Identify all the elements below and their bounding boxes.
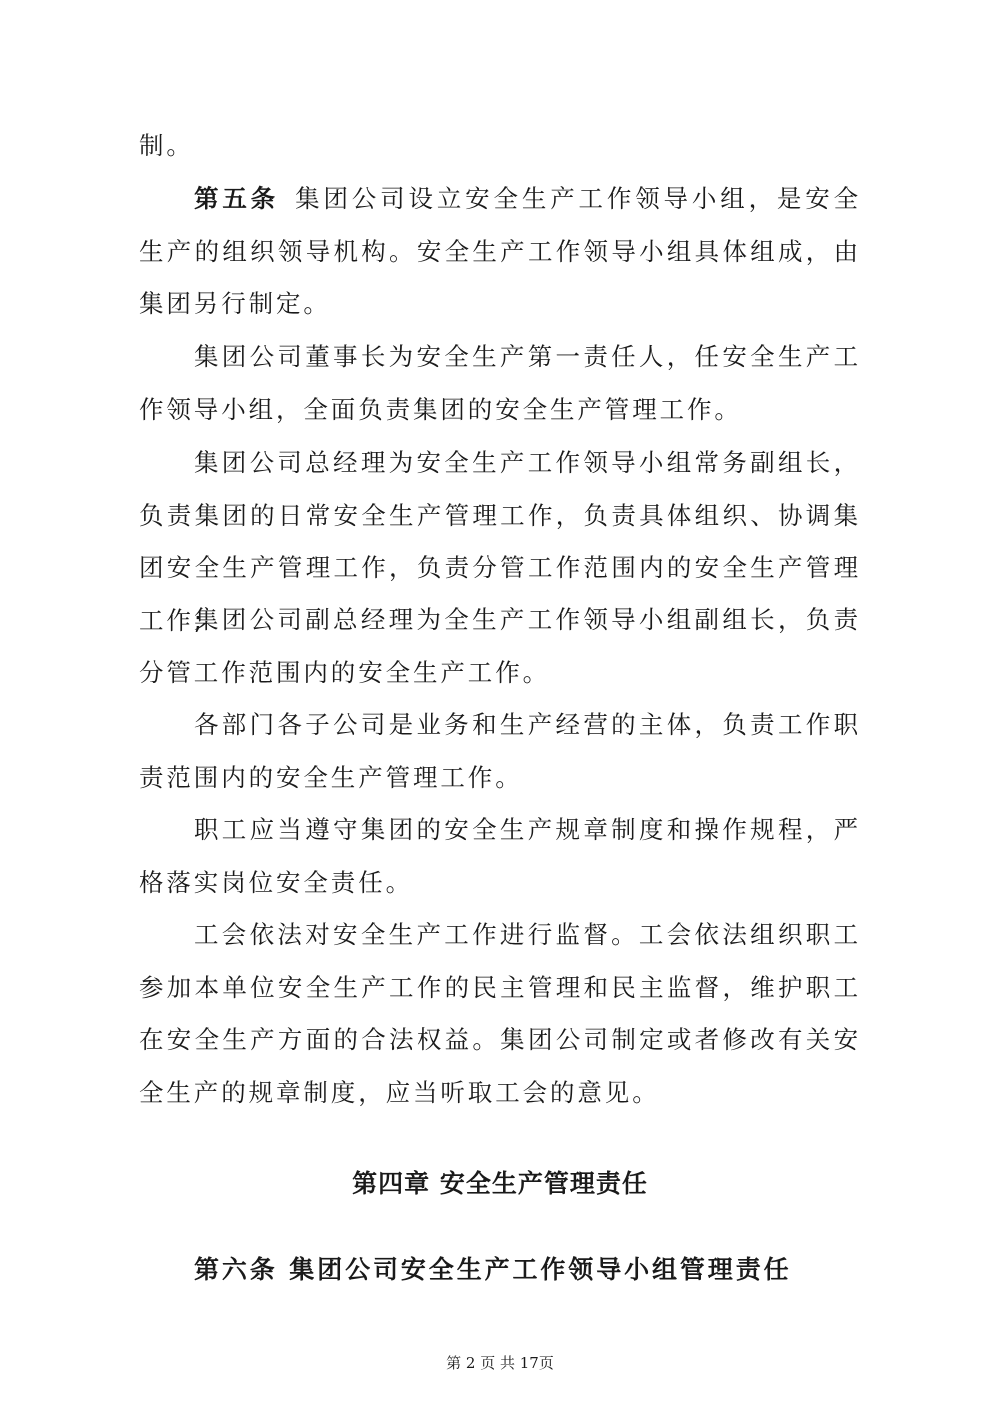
article-5-paragraph bbox=[139, 173, 861, 331]
paragraph-text: 工会依法对安全生产工作进行监督。工会依法组织职工参加本单位安全生产工作的民主管理和民主监督，维护职工在安全生产方面的合法权益。集团公司制定或者修改有关安全生产的规章制度，应当听取工会的意见。 bbox=[139, 920, 861, 1108]
chapter-title: 第四章 安全生产管理责任 bbox=[352, 1169, 648, 1198]
paragraph-text: 集团公司副总经理为全生产工作领导小组副组长，负责分管工作范围内的安全生产工作。 bbox=[139, 605, 861, 687]
article-5-label: 第五条 bbox=[194, 184, 280, 213]
article-6-heading: 第六条 集团公司安全生产工作领导小组管理责任 bbox=[194, 1255, 792, 1284]
article-5-text: 集团公司设立安全生产工作领导小组，是安全生产的组织领导机构。安全生产工作领导小组具体组成，由集团另行制定。 bbox=[139, 184, 862, 319]
paragraph-employees bbox=[139, 804, 861, 909]
page-number: 第 2 页 共 17页 bbox=[446, 1354, 554, 1372]
paragraph-text: 集团公司董事长为安全生产第一责任人，任安全生产工作领导小组，全面负责集团的安全生产管理工作。 bbox=[139, 342, 861, 424]
paragraph-union bbox=[139, 909, 861, 1120]
paragraph-text: 各部门各子公司是业务和生产经营的主体，负责工作职责范围内的安全生产管理工作。 bbox=[139, 710, 861, 792]
paragraph-chairman bbox=[139, 331, 861, 436]
paragraph-text: 集团公司总经理为安全生产工作领导小组常务副组长，负责集团的日常安全生产管理工作，负责具体组织、协调集团安全生产管理工作，负责分管工作范围内的安全生产管理工作; bbox=[139, 448, 861, 636]
paragraph-continuation bbox=[139, 120, 861, 173]
paragraph-text: 职工应当遵守集团的安全生产规章制度和操作规程，严格落实岗位安全责任。 bbox=[139, 815, 861, 897]
paragraph-text: 制。 bbox=[139, 131, 194, 160]
paragraph-deputy-manager bbox=[139, 594, 861, 699]
paragraph-departments bbox=[139, 699, 861, 804]
